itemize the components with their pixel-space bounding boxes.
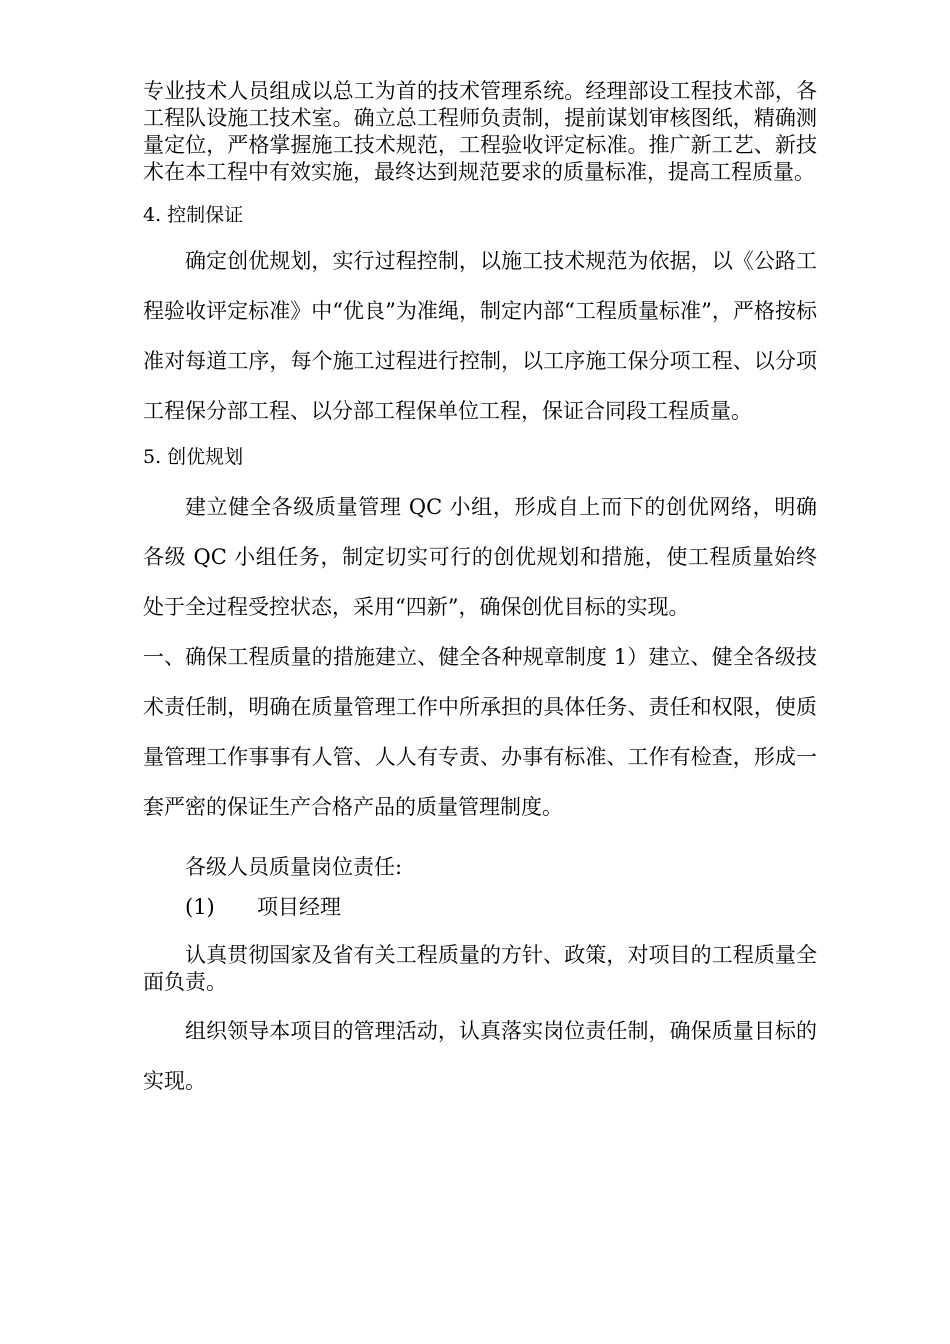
paragraph-manager-duty-2: 组织领导本项目的管理活动，认真落实岗位责任制，确保质量目标的实现。 xyxy=(143,1019,817,1093)
paragraph-quality-measures: 一、确保工程质量的措施建立、健全各种规章制度 1）建立、健全各级技术责任制，明确在质量管理工作中所承担的具体任务、责任和权限，使质量管理工作事事有人管、人人有专责、办事有标准、工作有检查，形成一套严密的保证生产合格产品的质量管理制度。 xyxy=(143,645,817,819)
heading-excellence-plan: 5. 创优规划 xyxy=(143,446,244,468)
document-body xyxy=(143,78,817,1106)
list-item-number: (1) xyxy=(185,895,215,919)
paragraph-tech-management: 专业技术人员组成以总工为首的技术管理系统。经理部设工程技术部，各工程队设施工技术室。确立总工程师负责制，提前谋划审核图纸，精确测量定位，严格掌握施工技术规范，工程验收评定标准。推广新工艺、新技术在本工程中有效实施，最终达到规范要求的质量标准，提高工程质量。 xyxy=(143,79,817,184)
list-item-project-manager xyxy=(143,892,817,922)
paragraph-excellence-plan: 建立健全各级质量管理 QC 小组，形成自上而下的创优网络，明确各级 QC 小组任务，制定切实可行的创优规划和措施，使工程质量始终处于全过程受控状态，采用“四新”，确保创优目标的实现。 xyxy=(143,495,817,619)
list-item-label: 项目经理 xyxy=(257,895,341,919)
paragraph-responsibility-intro: 各级人员质量岗位责任: xyxy=(185,855,403,879)
paragraph-control-guarantee: 确定创优规划，实行过程控制，以施工技术规范为依据，以《公路工程验收评定标准》中“优良”为准绳，制定内部“工程质量标准”，严格按标准对每道工序，每个施工过程进行控制，以工序施工保分项工程、以分项工程保分部工程、以分部工程保单位工程，保证合同段工程质量。 xyxy=(143,249,817,423)
paragraph-manager-duty-1: 认真贯彻国家及省有关工程质量的方针、政策，对项目的工程质量全面负责。 xyxy=(143,943,817,994)
heading-control-guarantee: 4. 控制保证 xyxy=(143,204,244,226)
